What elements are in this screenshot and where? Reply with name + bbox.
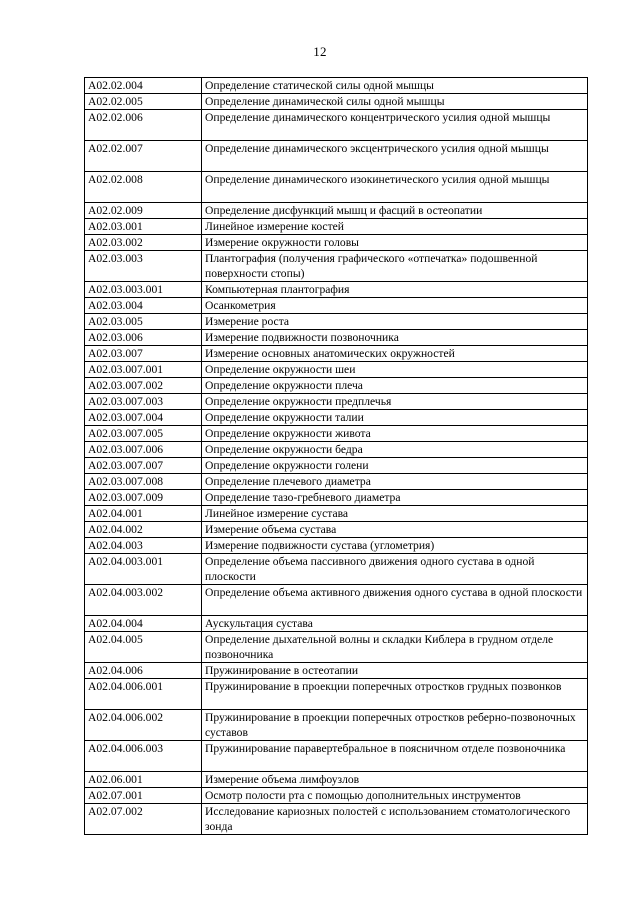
service-name-cell: Определение окружности талии [202, 410, 588, 426]
service-code-cell: A02.03.007.002 [85, 378, 202, 394]
table-row [85, 314, 588, 330]
service-code-cell: A02.07.001 [85, 788, 202, 804]
service-name-cell: Измерение роста [202, 314, 588, 330]
service-name-cell: Линейное измерение сустава [202, 506, 588, 522]
service-code-cell: A02.03.007.004 [85, 410, 202, 426]
service-code-cell: A02.02.009 [85, 203, 202, 219]
service-code-cell: A02.03.003.001 [85, 282, 202, 298]
service-code-cell: A02.04.003.002 [85, 585, 202, 616]
service-name-cell: Определение дисфункций мышц и фасций в остеопатии [202, 203, 588, 219]
service-code-cell: A02.02.007 [85, 141, 202, 172]
table-row [85, 490, 588, 506]
page-number: 12 [313, 44, 327, 59]
table-row [85, 78, 588, 94]
service-name-cell: Определение окружности шеи [202, 362, 588, 378]
service-name-cell: Определение окружности живота [202, 426, 588, 442]
service-code-cell: A02.03.007.001 [85, 362, 202, 378]
service-name-cell: Измерение подвижности сустава (углометрия) [202, 538, 588, 554]
table-row [85, 663, 588, 679]
service-code-cell: A02.04.003.001 [85, 554, 202, 585]
service-name-cell: Определение динамического эксцентрического усилия одной мышцы [202, 141, 588, 172]
service-name-cell: Определение дыхательной волны и складки Киблера в грудном отделе позвоночника [202, 632, 588, 663]
service-code-cell: A02.04.006 [85, 663, 202, 679]
service-code-cell: A02.04.001 [85, 506, 202, 522]
service-name-cell: Определение окружности предплечья [202, 394, 588, 410]
table-row [85, 772, 588, 788]
table-row [85, 251, 588, 282]
service-code-cell: A02.04.006.002 [85, 710, 202, 741]
table-row [85, 394, 588, 410]
table-row [85, 378, 588, 394]
table-row [85, 426, 588, 442]
service-name-cell: Измерение подвижности позвоночника [202, 330, 588, 346]
table-row [85, 679, 588, 710]
table-row [85, 362, 588, 378]
service-code-cell: A02.07.002 [85, 804, 202, 835]
service-code-cell: A02.02.005 [85, 94, 202, 110]
service-name-cell: Пружинирование в проекции поперечных отростков грудных позвонков [202, 679, 588, 710]
table-row [85, 585, 588, 616]
service-code-cell: A02.03.007.006 [85, 442, 202, 458]
service-code-cell: A02.02.006 [85, 110, 202, 141]
service-name-cell: Компьютерная плантография [202, 282, 588, 298]
service-name-cell: Измерение объема сустава [202, 522, 588, 538]
table-row [85, 616, 588, 632]
service-code-cell: A02.03.003 [85, 251, 202, 282]
services-table [84, 77, 588, 835]
service-code-cell: A02.03.002 [85, 235, 202, 251]
table-row [85, 442, 588, 458]
service-name-cell: Аускультация сустава [202, 616, 588, 632]
table-row [85, 522, 588, 538]
service-name-cell: Определение окружности бедра [202, 442, 588, 458]
service-name-cell: Пружинирование паравертебральное в поясничном отделе позвоночника [202, 741, 588, 772]
service-code-cell: A02.02.004 [85, 78, 202, 94]
service-code-cell: A02.03.004 [85, 298, 202, 314]
service-name-cell: Определение окружности голени [202, 458, 588, 474]
service-name-cell: Определение окружности плеча [202, 378, 588, 394]
service-name-cell: Измерение основных анатомических окружностей [202, 346, 588, 362]
service-name-cell: Исследование кариозных полостей с использованием стоматологического зонда [202, 804, 588, 835]
service-code-cell: A02.03.007.003 [85, 394, 202, 410]
table-row [85, 554, 588, 585]
service-name-cell: Измерение объема лимфоузлов [202, 772, 588, 788]
service-code-cell: A02.06.001 [85, 772, 202, 788]
table-row [85, 474, 588, 490]
table-row [85, 458, 588, 474]
service-name-cell: Пружинирование в проекции поперечных отростков реберно-позвоночных суставов [202, 710, 588, 741]
service-name-cell: Определение объема активного движения одного сустава в одной плоскости [202, 585, 588, 616]
table-row [85, 203, 588, 219]
table-row [85, 788, 588, 804]
service-name-cell: Измерение окружности головы [202, 235, 588, 251]
table-row [85, 282, 588, 298]
table-row [85, 298, 588, 314]
table-row [85, 741, 588, 772]
service-code-cell: A02.03.007.009 [85, 490, 202, 506]
table-row [85, 94, 588, 110]
table-row [85, 110, 588, 141]
service-name-cell: Определение динамического изокинетического усилия одной мышцы [202, 172, 588, 203]
service-code-cell: A02.04.006.003 [85, 741, 202, 772]
table-row [85, 330, 588, 346]
table-row [85, 804, 588, 835]
service-name-cell: Определение динамического концентрического усилия одной мышцы [202, 110, 588, 141]
service-code-cell: A02.03.007 [85, 346, 202, 362]
service-code-cell: A02.03.001 [85, 219, 202, 235]
table-body [85, 78, 588, 835]
service-code-cell: A02.03.006 [85, 330, 202, 346]
service-name-cell: Осмотр полости рта с помощью дополнительных инструментов [202, 788, 588, 804]
table-row [85, 346, 588, 362]
table-row [85, 632, 588, 663]
table-row [85, 506, 588, 522]
table-row [85, 219, 588, 235]
service-code-cell: A02.04.006.001 [85, 679, 202, 710]
service-name-cell: Линейное измерение костей [202, 219, 588, 235]
table-row [85, 538, 588, 554]
service-code-cell: A02.04.002 [85, 522, 202, 538]
service-code-cell: A02.04.005 [85, 632, 202, 663]
service-code-cell: A02.04.004 [85, 616, 202, 632]
table-row [85, 410, 588, 426]
table-row [85, 235, 588, 251]
service-code-cell: A02.03.007.005 [85, 426, 202, 442]
table-row [85, 710, 588, 741]
service-name-cell: Плантография (получения графического «отпечатка» подошвенной поверхности стопы) [202, 251, 588, 282]
service-name-cell: Определение объема пассивного движения одного сустава в одной плоскости [202, 554, 588, 585]
service-name-cell: Определение статической силы одной мышцы [202, 78, 588, 94]
service-code-cell: A02.04.003 [85, 538, 202, 554]
service-code-cell: A02.03.007.008 [85, 474, 202, 490]
service-name-cell: Определение плечевого диаметра [202, 474, 588, 490]
table-row [85, 172, 588, 203]
service-code-cell: A02.03.005 [85, 314, 202, 330]
service-name-cell: Пружинирование в остеотапии [202, 663, 588, 679]
table-row [85, 141, 588, 172]
service-name-cell: Определение динамической силы одной мышцы [202, 94, 588, 110]
service-name-cell: Определение тазо-гребневого диаметра [202, 490, 588, 506]
service-name-cell: Осанкометрия [202, 298, 588, 314]
service-code-cell: A02.03.007.007 [85, 458, 202, 474]
service-code-cell: A02.02.008 [85, 172, 202, 203]
